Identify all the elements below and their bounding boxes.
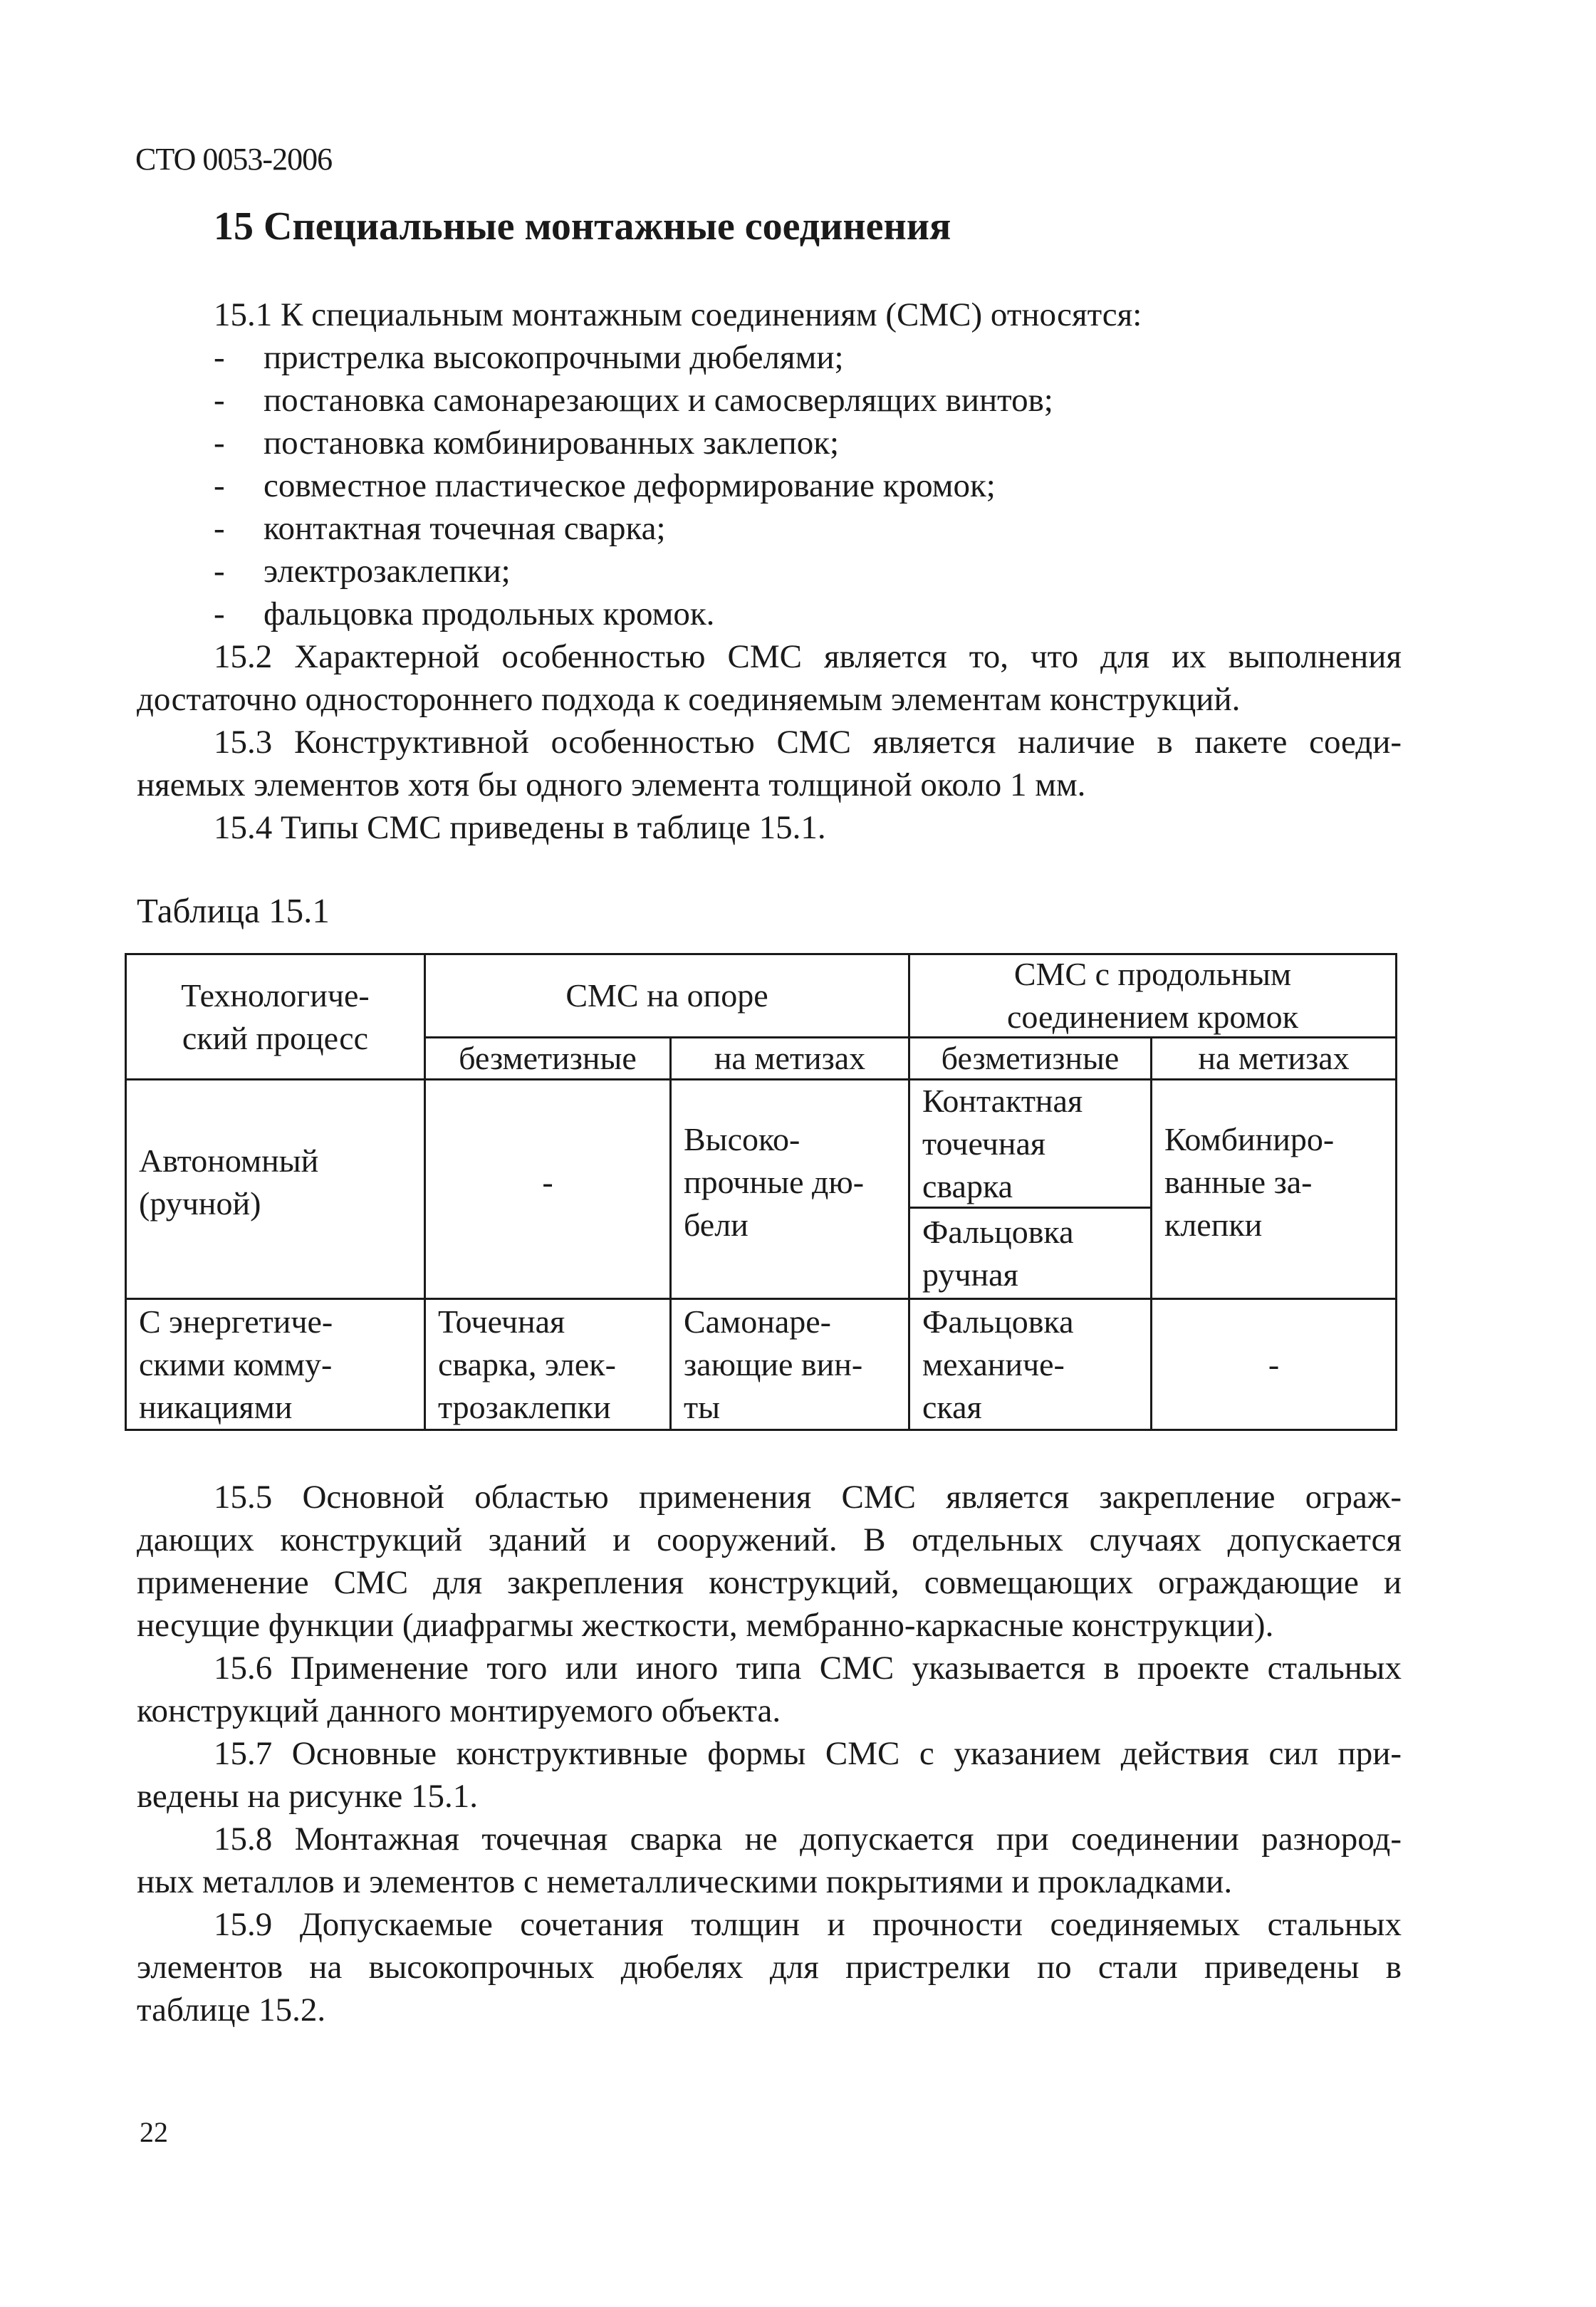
table-subheader-cell: на метизах — [1198, 1040, 1350, 1076]
paragraph-15-2-line: достаточно одностороннего подхода к соединяемым элементам конструкций. — [137, 681, 1241, 718]
table-cell — [438, 1301, 616, 1429]
paragraph-15-9-line: элементов на высокопрочных дюбелях для пристрелки по стали приведены в — [137, 1949, 1402, 1986]
list-dash: - — [214, 595, 225, 632]
table-cell-text: С энергетиче- — [139, 1303, 333, 1340]
table-cell-text: Фальцовка — [922, 1214, 1074, 1250]
table-cell-text: Точечная — [438, 1303, 565, 1340]
table-cell: - — [1268, 1346, 1280, 1382]
list-dash: - — [214, 510, 225, 547]
list-item: совместное пластическое деформирование кромок; — [264, 467, 996, 504]
paragraph-15-5-line: 15.5 Основной областью применения СМС является закрепление ограж- — [214, 1479, 1402, 1516]
list-item: контактная точечная сварка; — [264, 510, 666, 547]
table-header-cell — [910, 953, 1395, 1038]
list-dash: - — [214, 467, 225, 504]
paragraph-15-4-line: 15.4 Типы СМС приведены в таблице 15.1. — [214, 809, 826, 846]
paragraph-15-5-line: применение СМС для закрепления конструкций, совмещающих ограждающие и — [137, 1564, 1402, 1601]
list-dash: - — [214, 339, 225, 376]
paragraph-15-5-line: несущие функции (диафрагмы жесткости, мембранно-каркасные конструкции). — [137, 1607, 1274, 1644]
paragraph-15-5-line: дающих конструкций зданий и сооружений. В отдельных случаях допускается — [137, 1521, 1402, 1558]
table-cell-text: Комбиниро- — [1164, 1121, 1335, 1157]
list-item: электрозаклепки; — [264, 553, 511, 590]
table-caption: Таблица 15.1 — [137, 891, 330, 930]
table-cell-text: Самонаре- — [684, 1303, 831, 1340]
table-cell-text: сварка, элек- — [438, 1346, 616, 1382]
list-item: пристрелка высокопрочными дюбелями; — [264, 339, 844, 376]
table-rule — [669, 1036, 672, 1431]
paragraph-15-9-line: 15.9 Допускаемые сочетания толщин и прочности соединяемых стальных — [214, 1906, 1402, 1943]
paragraph-15-6-line: конструкций данного монтируемого объекта. — [137, 1692, 781, 1729]
table-cell-text: сварка — [922, 1168, 1013, 1204]
list-dash: - — [214, 553, 225, 590]
list-item: постановка комбинированных заклепок; — [264, 425, 840, 462]
table-header-text: ский процесс — [182, 1020, 369, 1056]
table-cell-text: трозаклепки — [438, 1389, 611, 1425]
section-heading: 15 Специальные монтажные соединения — [214, 204, 951, 249]
paragraph-15-2-line: 15.2 Характерной особенностью СМС является то, что для их выполнения — [214, 638, 1402, 675]
list-item: постановка самонарезающих и самосверлящих винтов; — [264, 382, 1053, 419]
paragraph-15-7-line: 15.7 Основные конструктивные формы СМС с указанием действия сил при- — [214, 1735, 1402, 1772]
table-header-text: соединением кромок — [1006, 999, 1299, 1035]
table-rule — [125, 1298, 1397, 1300]
table-cell-text: Автономный — [139, 1142, 319, 1179]
paragraph-15-3-line: няемых элементов хотя бы одного элемента толщиной около 1 мм. — [137, 766, 1086, 803]
table-cell-text: Контактная — [922, 1083, 1083, 1119]
table-cell-text: механиче- — [922, 1346, 1065, 1382]
types-table — [125, 953, 1397, 1432]
table-cell — [139, 1140, 318, 1225]
table-subheader-cell: безметизные — [941, 1040, 1120, 1076]
table-cell — [922, 1301, 1074, 1429]
paragraph-15-3-line: 15.3 Конструктивной особенностью СМС является наличие в пакете соеди- — [214, 724, 1402, 761]
paragraph-15-7-line: ведены на рисунке 15.1. — [137, 1778, 478, 1815]
document-code: СТО 0053-2006 — [135, 142, 333, 177]
paragraph-15-6-line: 15.6 Применение того или иного типа СМС указывается в проекте стальных — [214, 1650, 1402, 1687]
table-cell-text: ручная — [922, 1256, 1018, 1293]
table-cell — [139, 1301, 333, 1429]
paragraph-15-8-line: ных металлов и элементов с неметаллическими покрытиями и прокладками. — [137, 1863, 1233, 1900]
table-border-bottom — [125, 1429, 1397, 1431]
table-cell-text: ская — [922, 1389, 982, 1425]
table-cell-text: Высоко- — [684, 1121, 800, 1157]
table-border-right — [1395, 953, 1397, 1431]
table-cell — [1164, 1118, 1334, 1246]
table-cell-text: ванные за- — [1164, 1164, 1313, 1200]
page-number: 22 — [140, 2116, 168, 2148]
table-cell-text: клепки — [1164, 1207, 1263, 1243]
list-item: фальцовка продольных кромок. — [264, 595, 715, 632]
table-header-cell: СМС на опоре — [565, 977, 768, 1014]
table-subheader-cell: безметизные — [459, 1040, 637, 1076]
table-cell — [684, 1301, 862, 1429]
table-cell-text: зающие вин- — [684, 1346, 863, 1382]
table-cell-text: (ручной) — [139, 1185, 261, 1222]
table-cell-text: Фальцовка — [922, 1303, 1074, 1340]
table-cell-text: бели — [684, 1207, 749, 1243]
table-cell — [684, 1118, 864, 1246]
table-subheader-cell: на метизах — [714, 1040, 866, 1076]
table-cell — [922, 1211, 1074, 1296]
table-cell-text: ты — [684, 1389, 721, 1425]
paragraph-15-1-intro: 15.1 К специальным монтажным соединениям (СМС) относятся: — [214, 296, 1142, 333]
table-cell: - — [542, 1164, 553, 1200]
table-header-text: СМС с продольным — [1013, 956, 1292, 992]
table-cell-text: никациями — [139, 1389, 293, 1425]
table-cell — [922, 1080, 1083, 1208]
table-cell-text: прочные дю- — [684, 1164, 865, 1200]
table-cell-text: скими комму- — [139, 1346, 333, 1382]
table-header-cell — [127, 974, 424, 1060]
list-dash: - — [214, 425, 225, 462]
table-cell-text: точечная — [922, 1125, 1046, 1162]
paragraph-15-9-line: таблице 15.2. — [137, 1991, 326, 2029]
table-header-text: Технологиче- — [181, 977, 370, 1014]
paragraph-15-8-line: 15.8 Монтажная точечная сварка не допускается при соединении разнород- — [214, 1821, 1402, 1858]
list-dash: - — [214, 382, 225, 419]
